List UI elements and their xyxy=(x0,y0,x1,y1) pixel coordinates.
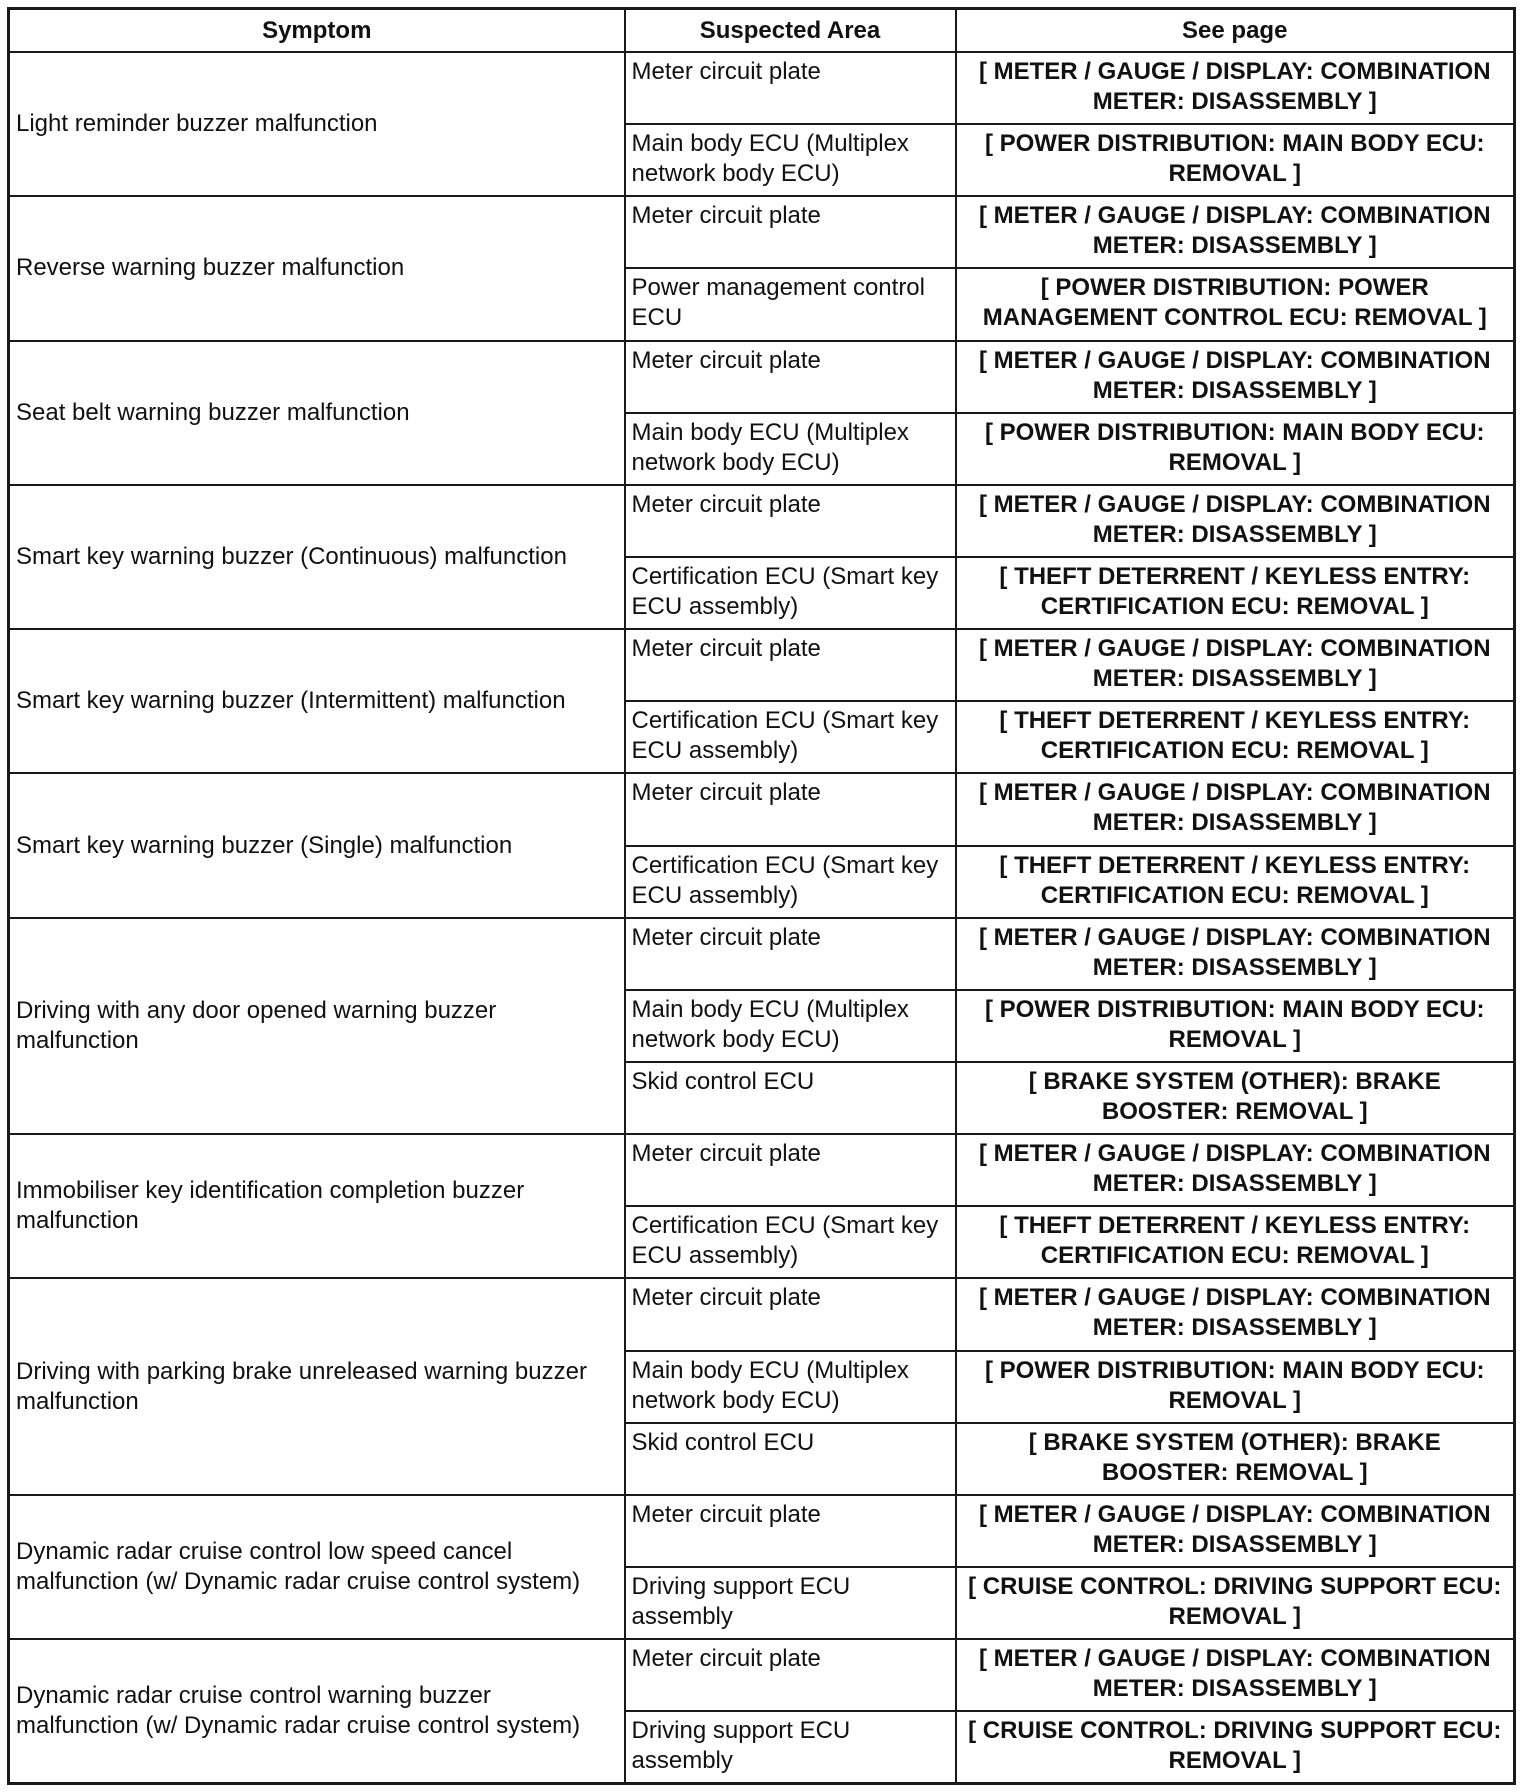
see-page-reference: [ METER / GAUGE / DISPLAY: COMBINATION METER: DISASSEMBLY ] xyxy=(956,773,1515,845)
see-page-reference: [ METER / GAUGE / DISPLAY: COMBINATION METER: DISASSEMBLY ] xyxy=(956,1134,1515,1206)
troubleshooting-table xyxy=(7,7,1516,1785)
suspected-area-cell: Skid control ECU xyxy=(625,1423,956,1495)
see-page-reference: [ THEFT DETERRENT / KEYLESS ENTRY: CERTIFICATION ECU: REMOVAL ] xyxy=(956,701,1515,773)
table-body xyxy=(9,52,1515,1784)
symptom-cell: Dynamic radar cruise control low speed cancel malfunction (w/ Dynamic radar cruise control system) xyxy=(9,1495,625,1639)
suspected-area-cell: Meter circuit plate xyxy=(625,1134,956,1206)
symptom-cell: Smart key warning buzzer (Intermittent) malfunction xyxy=(9,629,625,773)
see-page-reference: [ METER / GAUGE / DISPLAY: COMBINATION METER: DISASSEMBLY ] xyxy=(956,485,1515,557)
table-row xyxy=(9,1134,1515,1206)
suspected-area-cell: Meter circuit plate xyxy=(625,1278,956,1350)
suspected-area-column-header: Suspected Area xyxy=(625,9,956,53)
suspected-area-cell: Meter circuit plate xyxy=(625,196,956,268)
see-page-reference: [ METER / GAUGE / DISPLAY: COMBINATION METER: DISASSEMBLY ] xyxy=(956,1495,1515,1567)
symptom-column-header: Symptom xyxy=(9,9,625,53)
see-page-reference: [ METER / GAUGE / DISPLAY: COMBINATION METER: DISASSEMBLY ] xyxy=(956,1639,1515,1711)
symptom-cell: Smart key warning buzzer (Continuous) malfunction xyxy=(9,485,625,629)
see-page-reference: [ METER / GAUGE / DISPLAY: COMBINATION METER: DISASSEMBLY ] xyxy=(956,52,1515,124)
suspected-area-cell: Meter circuit plate xyxy=(625,52,956,124)
table-row xyxy=(9,629,1515,701)
see-page-reference: [ METER / GAUGE / DISPLAY: COMBINATION METER: DISASSEMBLY ] xyxy=(956,629,1515,701)
suspected-area-cell: Certification ECU (Smart key ECU assembly) xyxy=(625,701,956,773)
see-page-reference: [ METER / GAUGE / DISPLAY: COMBINATION METER: DISASSEMBLY ] xyxy=(956,341,1515,413)
symptom-cell: Driving with any door opened warning buzzer malfunction xyxy=(9,918,625,1134)
symptom-cell: Seat belt warning buzzer malfunction xyxy=(9,341,625,485)
suspected-area-cell: Main body ECU (Multiplex network body ECU) xyxy=(625,413,956,485)
table-row xyxy=(9,1495,1515,1567)
suspected-area-cell: Main body ECU (Multiplex network body ECU) xyxy=(625,990,956,1062)
table-row xyxy=(9,341,1515,413)
suspected-area-cell: Driving support ECU assembly xyxy=(625,1567,956,1639)
table-row xyxy=(9,52,1515,124)
see-page-reference: [ POWER DISTRIBUTION: POWER MANAGEMENT CONTROL ECU: REMOVAL ] xyxy=(956,268,1515,340)
suspected-area-cell: Meter circuit plate xyxy=(625,485,956,557)
suspected-area-cell: Meter circuit plate xyxy=(625,918,956,990)
suspected-area-cell: Certification ECU (Smart key ECU assembly) xyxy=(625,557,956,629)
suspected-area-cell: Driving support ECU assembly xyxy=(625,1711,956,1783)
table-row xyxy=(9,918,1515,990)
header-row xyxy=(9,9,1515,53)
suspected-area-cell: Meter circuit plate xyxy=(625,773,956,845)
suspected-area-cell: Power management control ECU xyxy=(625,268,956,340)
symptom-cell: Light reminder buzzer malfunction xyxy=(9,52,625,196)
table-row xyxy=(9,485,1515,557)
suspected-area-cell: Main body ECU (Multiplex network body ECU) xyxy=(625,1351,956,1423)
see-page-reference: [ THEFT DETERRENT / KEYLESS ENTRY: CERTIFICATION ECU: REMOVAL ] xyxy=(956,846,1515,918)
see-page-reference: [ BRAKE SYSTEM (OTHER): BRAKE BOOSTER: REMOVAL ] xyxy=(956,1423,1515,1495)
suspected-area-cell: Certification ECU (Smart key ECU assembly) xyxy=(625,1206,956,1278)
see-page-reference: [ METER / GAUGE / DISPLAY: COMBINATION METER: DISASSEMBLY ] xyxy=(956,196,1515,268)
symptom-cell: Immobiliser key identification completion buzzer malfunction xyxy=(9,1134,625,1278)
suspected-area-cell: Certification ECU (Smart key ECU assembly) xyxy=(625,846,956,918)
see-page-reference: [ BRAKE SYSTEM (OTHER): BRAKE BOOSTER: REMOVAL ] xyxy=(956,1062,1515,1134)
suspected-area-cell: Meter circuit plate xyxy=(625,1639,956,1711)
suspected-area-cell: Meter circuit plate xyxy=(625,629,956,701)
see-page-reference: [ METER / GAUGE / DISPLAY: COMBINATION METER: DISASSEMBLY ] xyxy=(956,918,1515,990)
symptom-cell: Dynamic radar cruise control warning buzzer malfunction (w/ Dynamic radar cruise control system) xyxy=(9,1639,625,1783)
symptom-cell: Reverse warning buzzer malfunction xyxy=(9,196,625,340)
table-row xyxy=(9,773,1515,845)
see-page-reference: [ CRUISE CONTROL: DRIVING SUPPORT ECU: REMOVAL ] xyxy=(956,1711,1515,1783)
suspected-area-cell: Skid control ECU xyxy=(625,1062,956,1134)
see-page-reference: [ CRUISE CONTROL: DRIVING SUPPORT ECU: REMOVAL ] xyxy=(956,1567,1515,1639)
table-row xyxy=(9,196,1515,268)
table-row xyxy=(9,1278,1515,1350)
suspected-area-cell: Meter circuit plate xyxy=(625,1495,956,1567)
suspected-area-cell: Main body ECU (Multiplex network body ECU) xyxy=(625,124,956,196)
table-row xyxy=(9,1639,1515,1711)
see-page-reference: [ POWER DISTRIBUTION: MAIN BODY ECU: REMOVAL ] xyxy=(956,1351,1515,1423)
see-page-reference: [ METER / GAUGE / DISPLAY: COMBINATION METER: DISASSEMBLY ] xyxy=(956,1278,1515,1350)
suspected-area-cell: Meter circuit plate xyxy=(625,341,956,413)
symptom-cell: Smart key warning buzzer (Single) malfunction xyxy=(9,773,625,917)
see-page-reference: [ POWER DISTRIBUTION: MAIN BODY ECU: REMOVAL ] xyxy=(956,990,1515,1062)
see-page-reference: [ THEFT DETERRENT / KEYLESS ENTRY: CERTIFICATION ECU: REMOVAL ] xyxy=(956,557,1515,629)
see-page-column-header: See page xyxy=(956,9,1515,53)
see-page-reference: [ POWER DISTRIBUTION: MAIN BODY ECU: REMOVAL ] xyxy=(956,413,1515,485)
see-page-reference: [ THEFT DETERRENT / KEYLESS ENTRY: CERTIFICATION ECU: REMOVAL ] xyxy=(956,1206,1515,1278)
symptom-cell: Driving with parking brake unreleased warning buzzer malfunction xyxy=(9,1278,625,1494)
see-page-reference: [ POWER DISTRIBUTION: MAIN BODY ECU: REMOVAL ] xyxy=(956,124,1515,196)
